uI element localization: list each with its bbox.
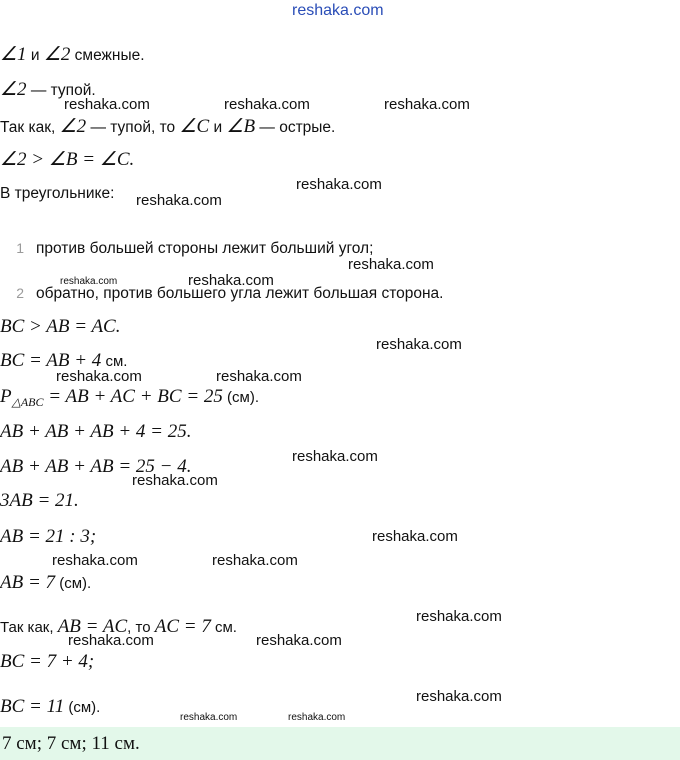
watermark: reshaka.com bbox=[292, 448, 378, 465]
watermark: reshaka.com bbox=[188, 272, 274, 289]
line-obtuse-angle: ∠2 — тупой. bbox=[0, 79, 96, 100]
watermark: reshaka.com bbox=[416, 688, 502, 705]
line-angle-inequality: ∠2 > ∠B = ∠C. bbox=[0, 149, 135, 170]
line-ab-result: AB = 7 (см). bbox=[0, 572, 92, 593]
watermark: reshaka.com bbox=[52, 552, 138, 569]
list-item: 2 обратно, против большего угла лежит большая сторона. bbox=[16, 285, 444, 302]
watermark: reshaka.com bbox=[296, 176, 382, 193]
watermark: reshaka.com bbox=[376, 336, 462, 353]
site-header-link[interactable]: reshaka.com bbox=[292, 2, 384, 19]
line-side-inequality: BC > AB = AC. bbox=[0, 316, 121, 337]
watermark: reshaka.com bbox=[348, 256, 434, 273]
line-equation-1: AB + AB + AB + 4 = 25. bbox=[0, 421, 192, 442]
answer-box bbox=[0, 727, 680, 760]
line-acute-angles: Так как, ∠2 — тупой, то ∠C и ∠B — острые. bbox=[0, 116, 336, 137]
watermark: reshaka.com bbox=[216, 368, 302, 385]
line-adjacent-angles: ∠1 и ∠2 смежные. bbox=[0, 44, 145, 65]
watermark: reshaka.com bbox=[68, 632, 154, 649]
watermark: reshaka.com bbox=[212, 552, 298, 569]
watermark: reshaka.com bbox=[180, 712, 238, 723]
watermark: reshaka.com bbox=[372, 528, 458, 545]
watermark: reshaka.com bbox=[56, 368, 142, 385]
line-in-triangle: В треугольнике: bbox=[0, 185, 115, 202]
line-ac-result: Так как, AB = AC, то AC = 7 см. bbox=[0, 616, 237, 637]
watermark: reshaka.com bbox=[288, 712, 346, 723]
line-bc-sum: BC = 7 + 4; bbox=[0, 651, 95, 672]
watermark: reshaka.com bbox=[132, 472, 218, 489]
watermark: reshaka.com bbox=[384, 96, 470, 113]
watermark: reshaka.com bbox=[224, 96, 310, 113]
watermark: reshaka.com bbox=[256, 632, 342, 649]
line-perimeter: $P_{\triangle ABC}$ = AB + AC + BC = 25 (см). bbox=[0, 386, 260, 410]
answer-text: 7 см; 7 см; 11 см. bbox=[2, 733, 140, 754]
line-equation-4: AB = 21 : 3; bbox=[0, 526, 97, 547]
line-equation-3: 3AB = 21. bbox=[0, 490, 79, 511]
watermark: reshaka.com bbox=[64, 96, 150, 113]
watermark: reshaka.com bbox=[136, 192, 222, 209]
line-bc-expression: BC = AB + 4 см. bbox=[0, 350, 128, 371]
watermark: reshaka.com bbox=[416, 608, 502, 625]
line-bc-result: BC = 11 (см). bbox=[0, 696, 101, 717]
watermark: reshaka.com bbox=[60, 276, 118, 287]
list-item: 1 против большей стороны лежит больший угол; bbox=[16, 240, 374, 257]
line-equation-2: AB + AB + AB = 25 − 4. bbox=[0, 456, 192, 477]
